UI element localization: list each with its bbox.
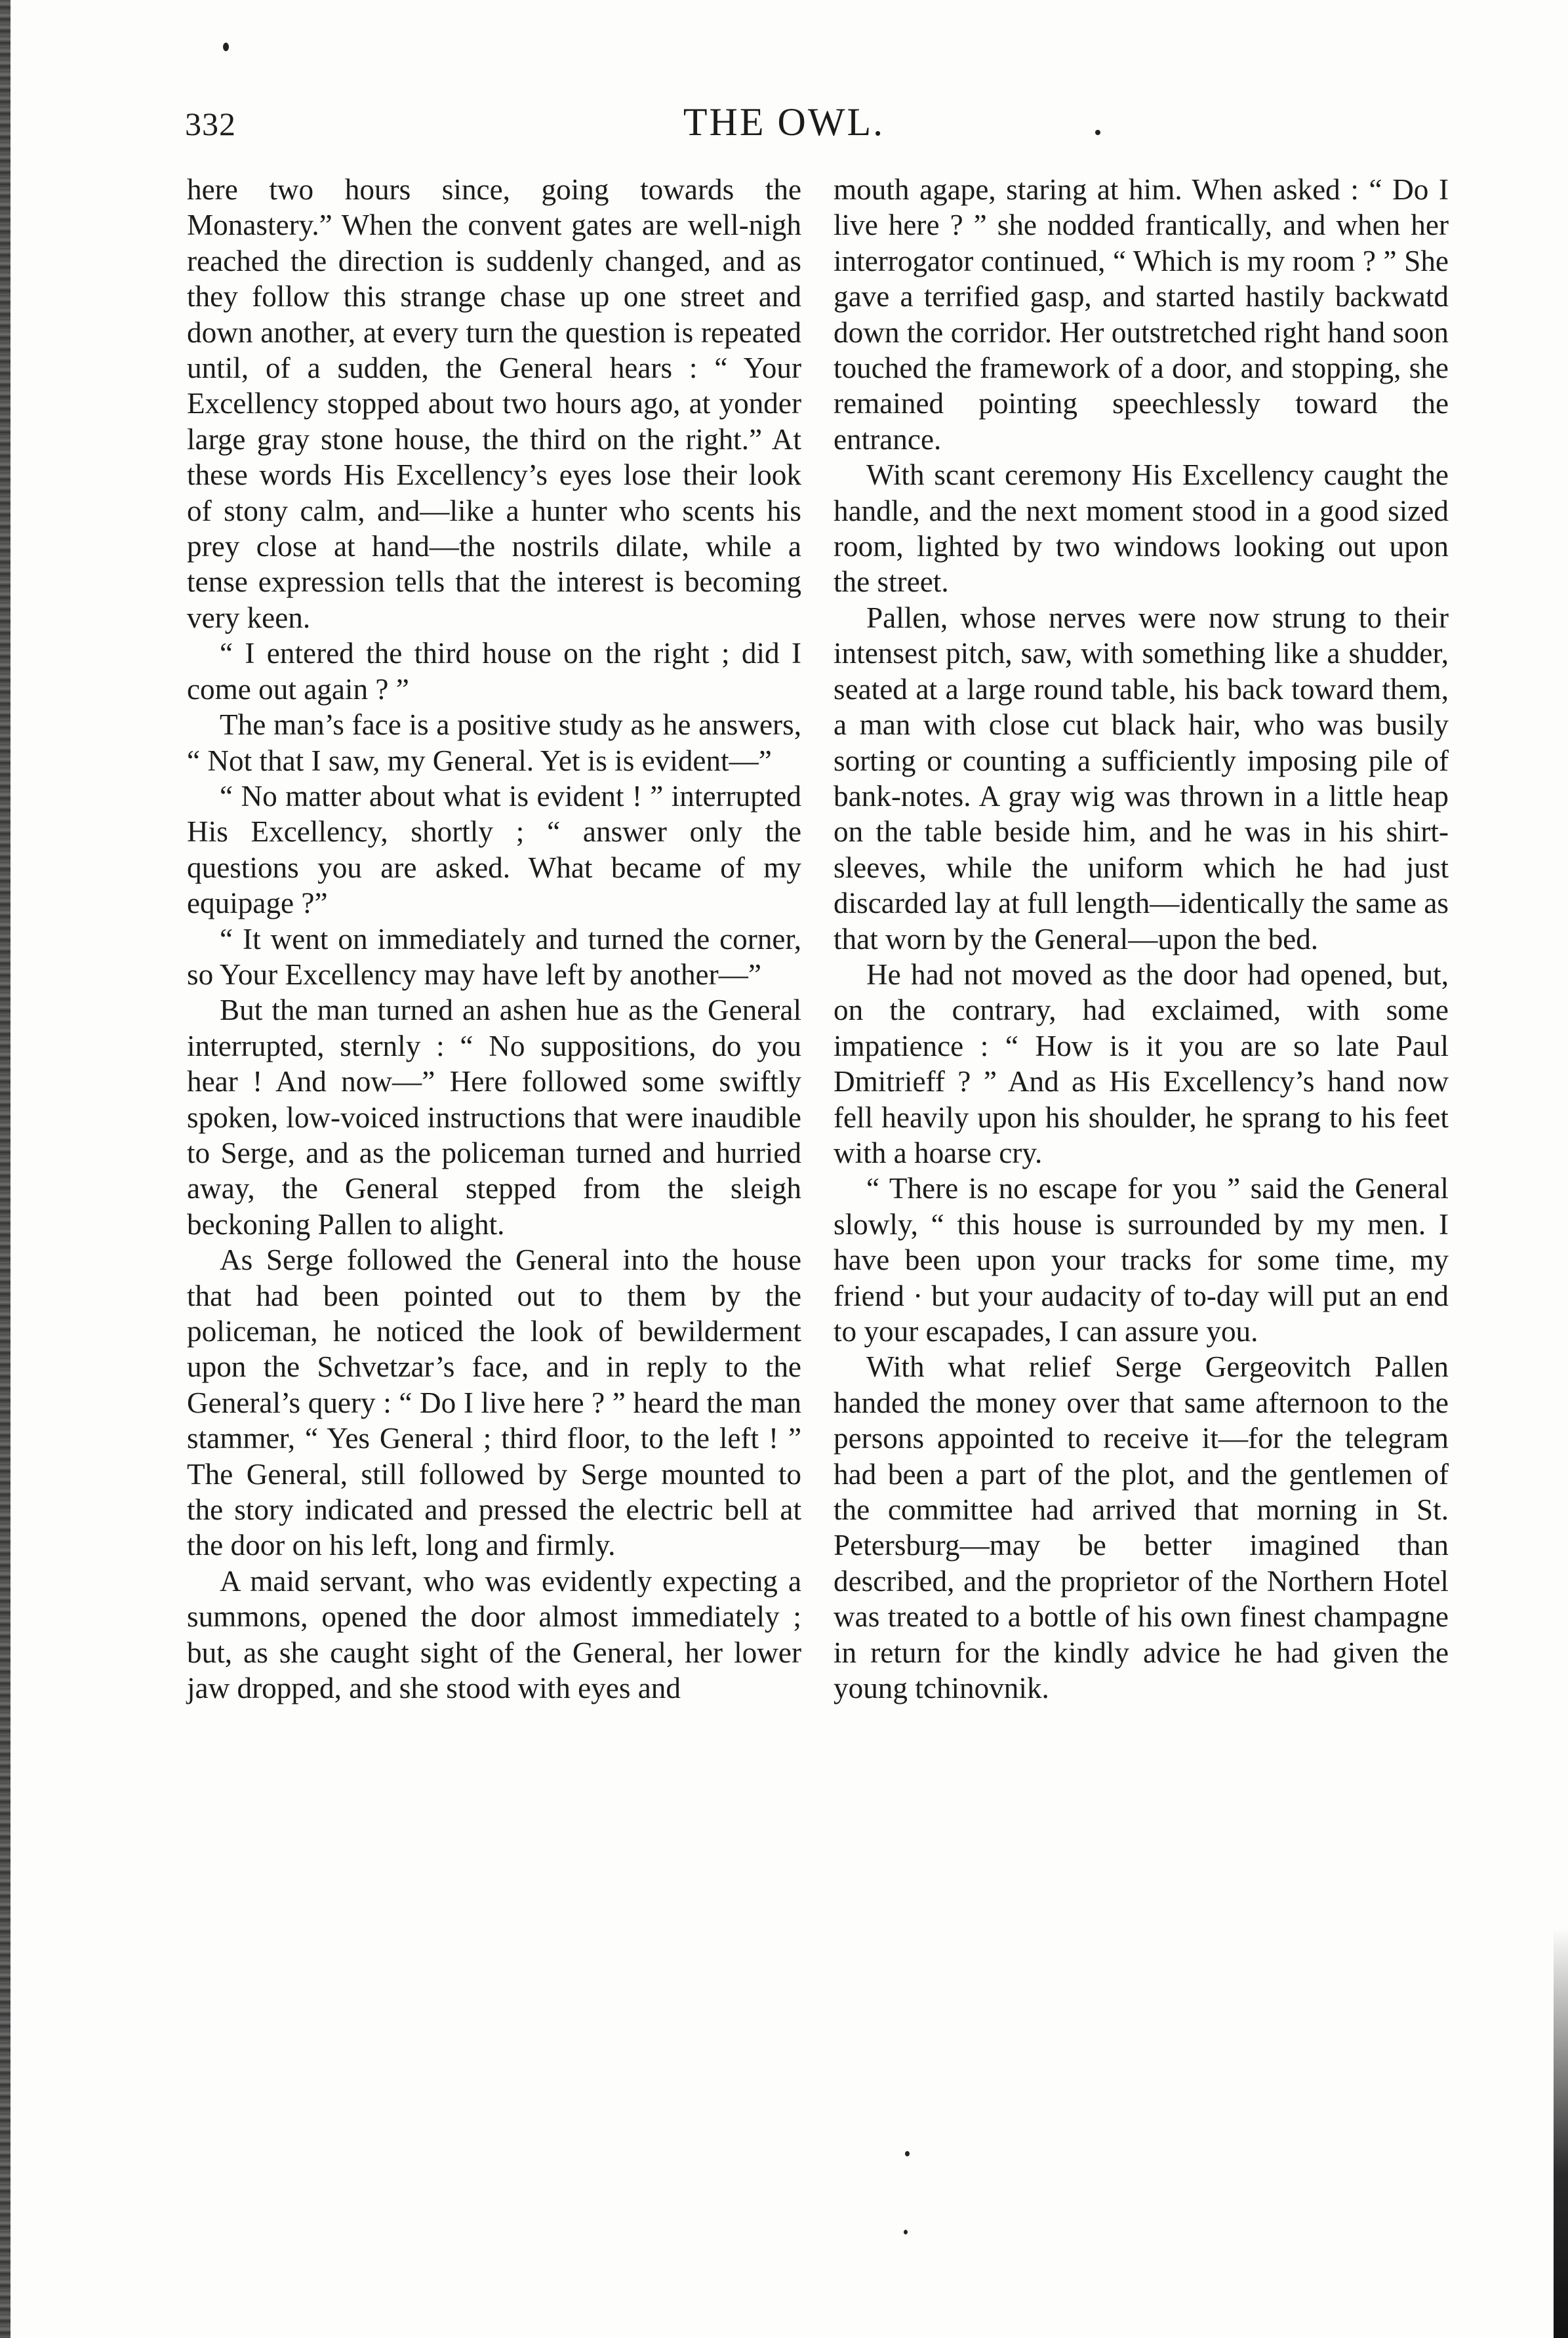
- page-shadow-edge: [1554, 1928, 1568, 2338]
- page-binding-edge: [0, 0, 10, 2338]
- paragraph: mouth agape, staring at him. When asked : “ Do I live here ? ” she nodded frantically, and when her interrogator continued, “ Which is my room ? ” She gave a terrified gasp, and started hastily backwatd down the corridor. Her outstretched right hand soon touched the framework of a door, and stopping, she remained pointing speechlessly toward the entrance.: [834, 173, 1449, 456]
- right-column: [834, 172, 1449, 1706]
- paragraph: “ No matter about what is evident ! ” interrupted His Excellency, shortly ; “ answer only the questions you are asked. What became of my equipage ?”: [187, 779, 801, 920]
- paragraph: here two hours since, going towards the Monastery.” When the convent gates are well-nigh reached the direction is suddenly changed, and as they follow this strange chase up one street and down another, at every turn the question is repeated until, of a sudden, the General hears : “ Your Excellency stopped about two hours ago, at yonder large gray stone house, the third on the right.” At these words His Excellency’s eyes lose their look of stony calm, and—like a hunter who scents his prey close at hand—the nostrils dilate, while a tense expression tells that the interest is becoming very keen.: [187, 173, 801, 634]
- paragraph: “ I entered the third house on the right ; did I come out again ? ”: [187, 637, 801, 706]
- paragraph: But the man turned an ashen hue as the General interrupted, sternly : “ No suppositions, do you hear ! And now—” Here followed some swiftly spoken, low-voiced instructions that were inaudible to Serge, and as the policeman turned and hurried away, the General stepped from the sleigh beckoning Pallen to alight.: [187, 994, 801, 1241]
- running-title: THE OWL.: [683, 100, 885, 144]
- paragraph: “ There is no escape for you ” said the General slowly, “ this house is surrounded by my men. I have been upon your tracks for some time, my friend · but your audacity of to-day will put an end to your escapades, I can assure you.: [834, 1172, 1449, 1348]
- print-speck: [904, 2230, 908, 2234]
- paragraph: Pallen, whose nerves were now strung to their intensest pitch, saw, with something like a shudder, seated at a large round table, his back toward them, a man with close cut black hair, who was busily sorting or counting a sufficiently imposing pile of bank-notes. A gray wig was thrown in a little heap on the table beside him, and he was in his shirt-sleeves, while the uniform which he had just discarded lay at full length—identically the same as that worn by the General—upon the bed.: [834, 601, 1449, 956]
- paragraph: With what relief Serge Gergeovitch Pallen handed the money over that same afternoon to the persons appointed to receive it—for the telegram had been a part of the plot, and the gentlemen of the committee had arrived that morning in St. Petersburg—may be better imagined than described, and the proprietor of the Northern Hotel was treated to a bottle of his own finest champagne in return for the kindly advice he had given the young tchinovnik.: [834, 1350, 1449, 1705]
- left-column: [187, 172, 801, 1706]
- paragraph: With scant ceremony His Excellency caught the handle, and the next moment stood in a good sized room, lighted by two windows looking out upon the street.: [834, 458, 1449, 599]
- paragraph: A maid servant, who was evidently expecting a summons, opened the door almost immediately ; but, as she caught sight of the General, her lower jaw dropped, and she stood with eyes and: [187, 1564, 801, 1705]
- page-number: 332: [185, 106, 236, 142]
- paragraph: The man’s face is a positive study as he answers, “ Not that I saw, my General. Yet is is evident—”: [187, 708, 801, 777]
- paragraph: He had not moved as the door had opened, but, on the contrary, had exclaimed, with some impatience : “ How is it you are so late Paul Dmitrieff ? ” And as His Excellency’s hand now fell heavily upon his shoulder, he sprang to his feet with a hoarse cry.: [834, 957, 1449, 1169]
- paragraph: As Serge followed the General into the house that had been pointed out to them by the policeman, he noticed the look of bewilderment upon the Schvetzar’s face, and in reply to the General’s query : “ Do I live here ? ” heard the man stammer, “ Yes General ; third floor, to the left ! ” The General, still followed by Serge mounted to the story indicated and pressed the electric bell at the door on his left, long and firmly.: [187, 1243, 801, 1562]
- print-speck: [223, 43, 229, 51]
- paragraph: “ It went on immediately and turned the corner, so Your Excellency may have left by another—”: [187, 922, 801, 991]
- print-speck: [905, 2151, 910, 2156]
